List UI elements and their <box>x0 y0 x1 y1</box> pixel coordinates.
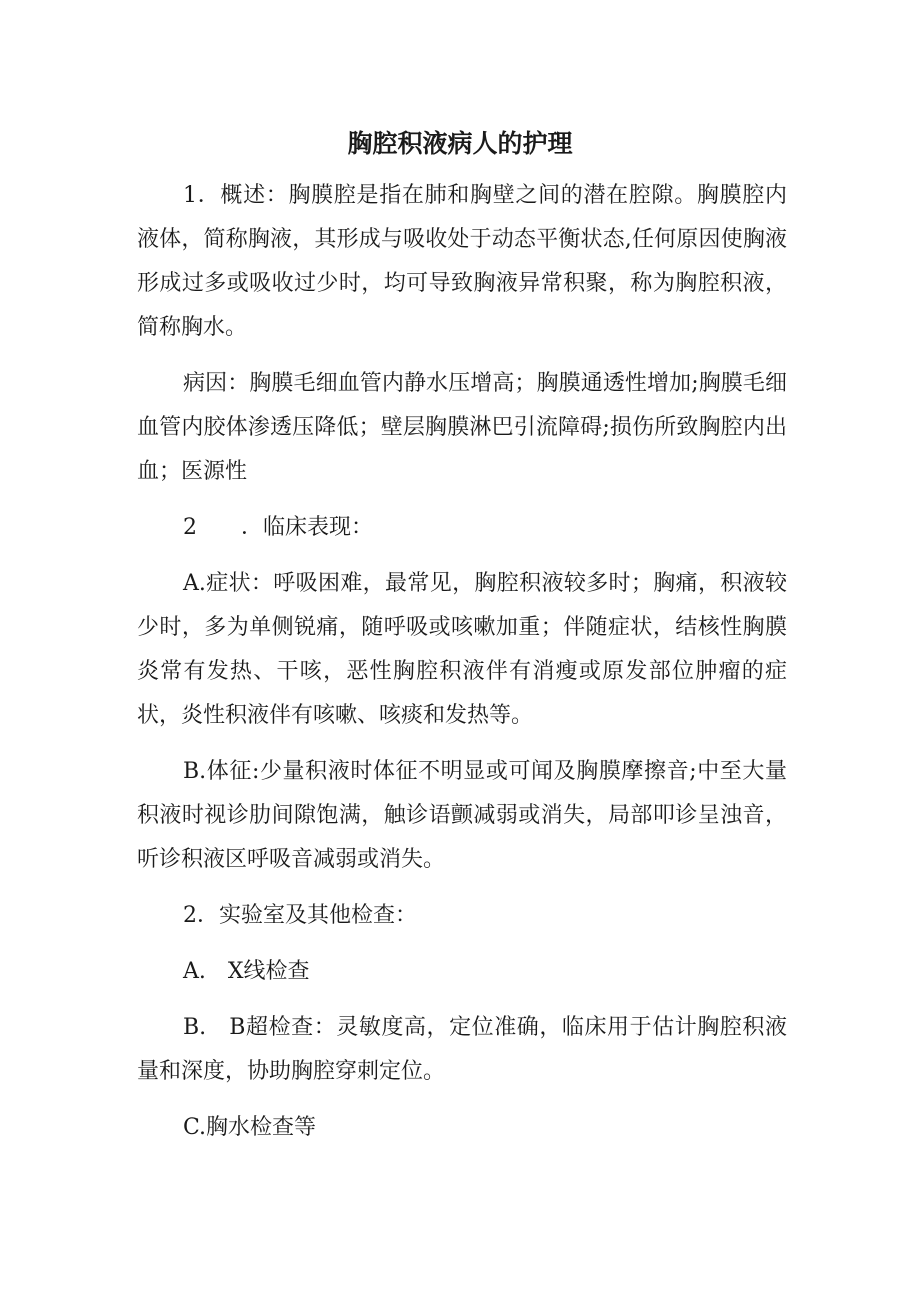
paragraph-xray: A. X线检查 <box>183 959 310 984</box>
paragraph-overview: 1．概述：胸膜腔是指在肺和胸壁之间的潜在腔隙。胸膜腔内液体，简称胸液，其形成与吸收处于动态平衡状态,任何原因使胸液形成过多或吸收过少时，均可导致胸液异常积聚，称为胸腔积液，简称胸水。 <box>137 183 787 340</box>
paragraph-clinical-heading: 2 ．临床表现： <box>183 515 373 540</box>
document-title: 胸腔积液病人的护理 <box>347 129 573 158</box>
paragraph-pleural-fluid: C.胸水检查等 <box>183 1115 317 1140</box>
paragraph-etiology: 病因：胸膜毛细血管内静水压增高；胸膜通透性增加;胸膜毛细血管内胶体渗透压降低；壁层胸膜淋巴引流障碍;损伤所致胸腔内出血；医源性 <box>137 371 787 484</box>
document-body <box>137 174 787 1162</box>
paragraph-signs: B.体征:少量积液时体征不明显或可闻及胸膜摩擦音;中至大量积液时视诊肋间隙饱满，触诊语颤减弱或消失，局部叩诊呈浊音，听诊积液区呼吸音减弱或消失。 <box>137 759 787 872</box>
paragraph-exam-heading: 2．实验室及其他检查： <box>183 903 417 928</box>
paragraph-symptoms: A.症状：呼吸困难，最常见，胸腔积液较多时；胸痛，积液较少时，多为单侧锐痛，随呼吸或咳嗽加重；伴随症状，结核性胸膜炎常有发热、干咳，恶性胸腔积液伴有消瘦或原发部位肿瘤的症状，炎性积液伴有咳嗽、咳痰和发热等。 <box>137 571 787 728</box>
paragraph-ultrasound: B. B超检查：灵敏度高，定位准确，临床用于估计胸腔积液量和深度，协助胸腔穿刺定位。 <box>137 1015 787 1084</box>
